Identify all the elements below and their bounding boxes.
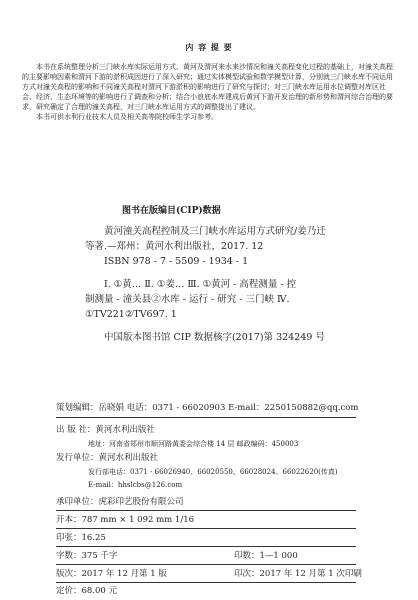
imprint-email: E-mail：hhslcbs@126.com	[88, 481, 183, 489]
cip-line: ①TV221②TV697. 1	[85, 309, 177, 320]
cip-line: Ⅰ. ①黄… Ⅱ. ①姜… Ⅲ. ①黄河 - 高程测量 - 控	[104, 279, 297, 290]
imprint-divider	[56, 510, 356, 511]
imprint-divider	[56, 564, 356, 565]
cip-catalog-number: 中国版本图书馆 CIP 数据核字(2017)第 324249 号	[104, 332, 325, 343]
imprint-sheets: 印张：16.25	[56, 533, 106, 543]
abstract-paragraph: 本书可供水利行业技术人员及相关高等院校师生学习参考。	[36, 113, 218, 121]
imprint-divider	[56, 582, 356, 583]
imprint-print-run: 印数：1—1 000	[234, 551, 298, 561]
cip-line: 等著.—郑州：黄河水利出版社，2017. 12	[85, 241, 264, 252]
imprint-edition: 版次：2017 年 12 月第 1 版	[56, 569, 167, 579]
cip-block	[85, 224, 385, 345]
imprint-editor: 策划编辑：岳晓娟 电话：0371 - 66020903 E-mail：2250150882@qq.com	[56, 403, 359, 413]
imprint-impression: 印次：2017 年 12 月第 1 次印刷	[234, 569, 362, 579]
imprint-divider	[56, 417, 356, 418]
imprint-words: 字数：375 千字	[56, 551, 118, 561]
imprint-divider	[56, 528, 356, 529]
imprint-phone: 发行部电话：0371 - 66026940、66020550、66028024、66022620(传真)	[88, 468, 338, 476]
abstract-paragraph: 本书在系统整理分析三门峡水库实际运用方式、黄河及渭河来水来沙情况和潼关高程变化过程的基础上，对潼关高程的主要影响因素和渭河下游的淤积成因进行了深入研究；通过实体模型试验和数学模型计算，分别就三门峡水库不同运用方式对潼关高程的影响和不同潼关高程对渭河下游淤积的影响进行了研究与探讨；对三门峡水库运用水位调整对库区社会、经济、生态环境等的影响进行了调查和分析；结合小浪底水库建成后黄河下游开发治理的新形势和渭河综合治理的要求，研究确定了合理的潼关高程，对三门峡水库运用方式的调整提出了建议。	[22, 63, 393, 111]
imprint-distributor: 发行单位：黄河水利出版社	[56, 453, 159, 463]
cip-line: ISBN 978 - 7 - 5509 - 1934 - 1	[104, 256, 249, 267]
imprint-price: 定价：68.00 元	[56, 586, 118, 596]
abstract-heading: 内 容 提 要	[185, 42, 233, 52]
abstract-body	[22, 62, 396, 122]
cip-heading: 图书在版编目(CIP)数据	[122, 206, 221, 216]
imprint-printer: 承印单位：虎彩印艺股份有限公司	[56, 497, 184, 507]
imprint-divider	[56, 546, 356, 547]
imprint-publisher: 出 版 社：黄河水利出版社	[56, 425, 155, 435]
imprint-format: 开本：787 mm × 1 092 mm 1/16	[56, 515, 195, 525]
cip-line: 黄河潼关高程控制及三门峡水库运用方式研究/姜乃迁	[104, 226, 326, 237]
cip-line: 制测量 - 潼关县②水库 - 运行 - 研究 - 三门峡 Ⅳ.	[85, 294, 290, 305]
imprint-address: 地址：河南省郑州市顺河路黄委会综合楼 14 层 邮政编码：450003	[88, 440, 299, 448]
